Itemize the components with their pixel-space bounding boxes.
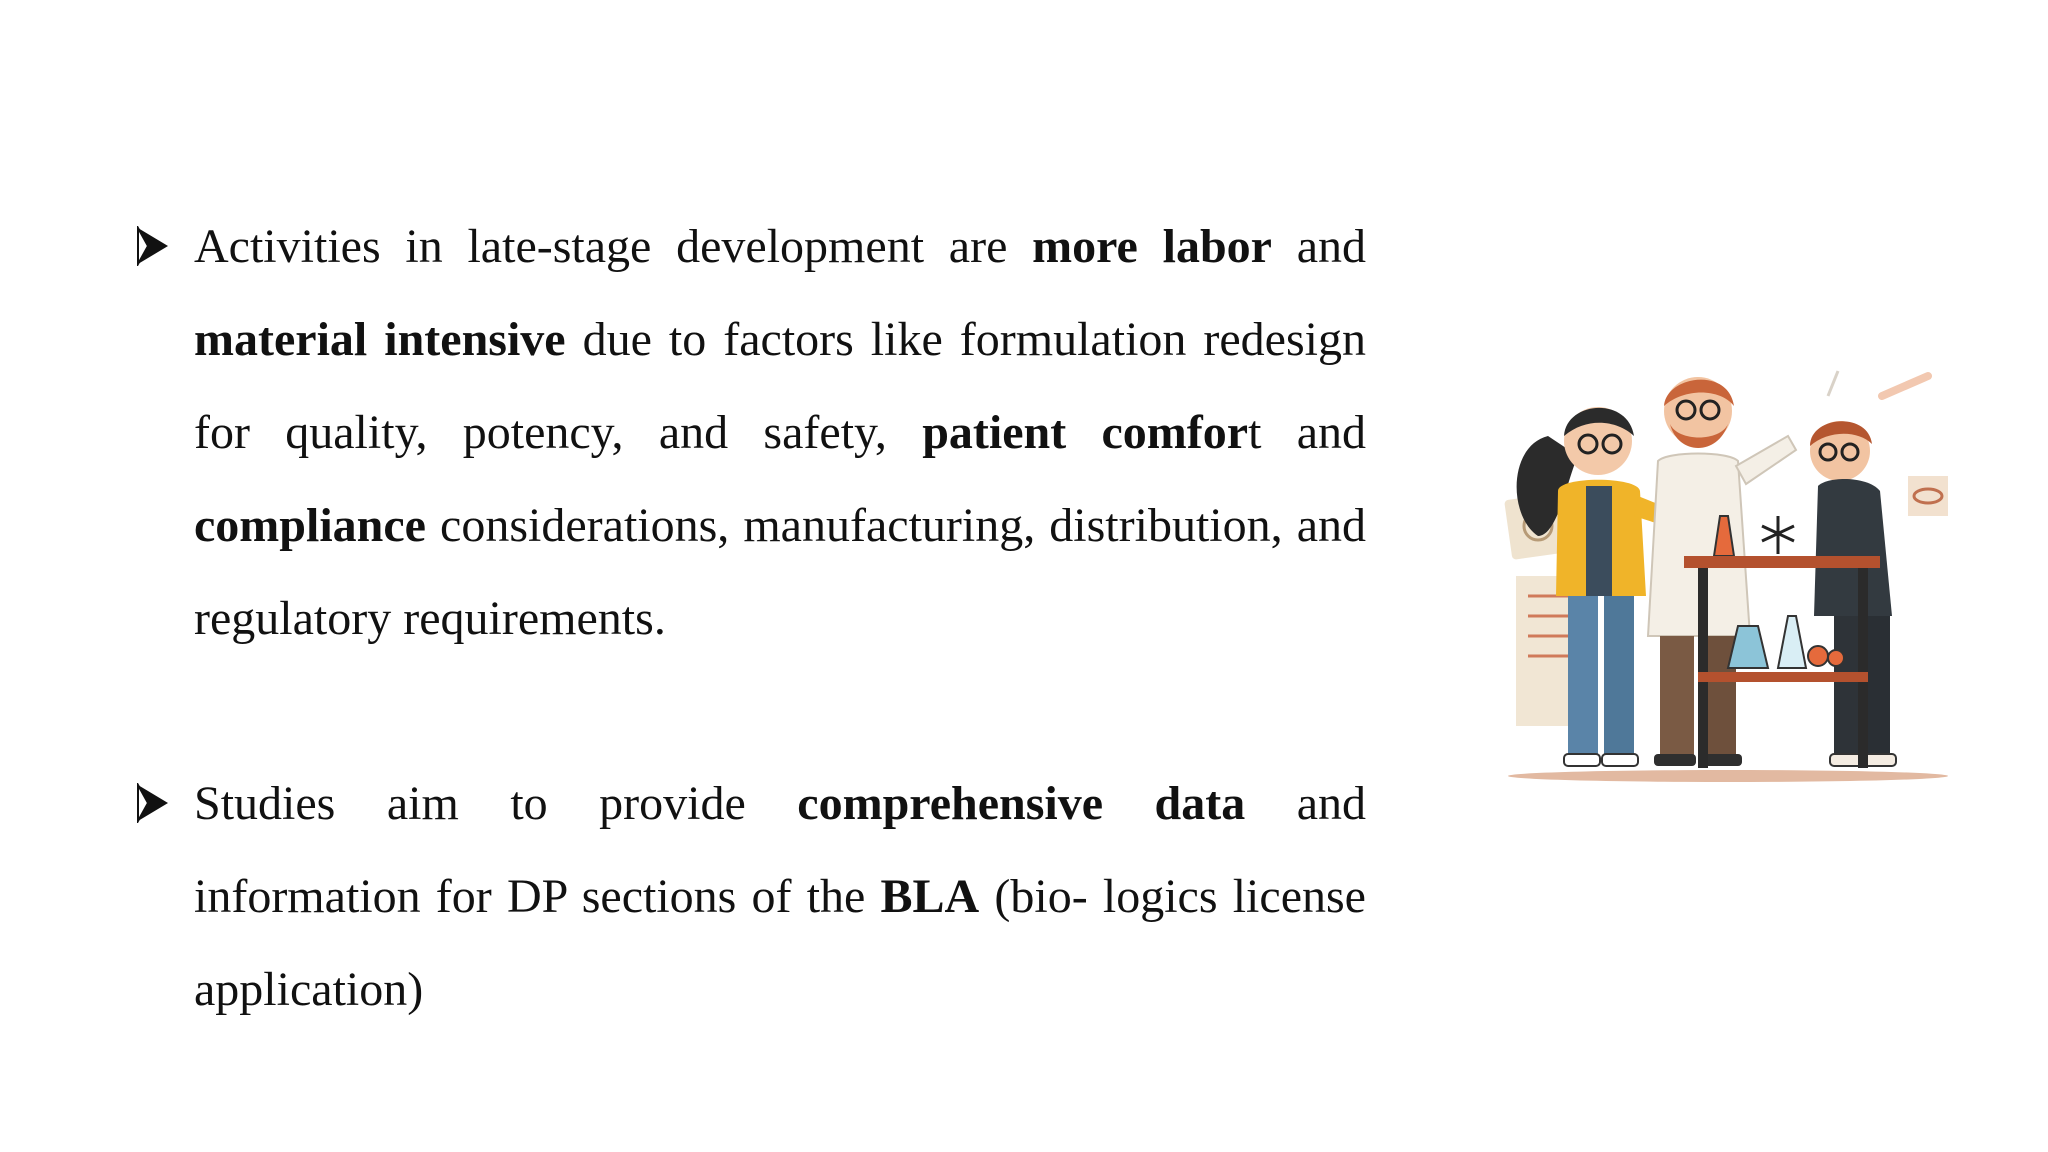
text-segment: considerations, manufacturing, distribution, and regulatory requirements.	[194, 499, 1366, 645]
bold-text-segment: compliance	[194, 499, 426, 552]
bullet-text	[194, 200, 1366, 665]
text-segment: and information for DP sections of the	[194, 777, 1367, 923]
text-segment: and	[1271, 220, 1366, 273]
bullet-item	[136, 200, 1366, 665]
text-segment: t and	[1248, 406, 1367, 459]
text-segment: (bio- logics license application)	[194, 870, 1366, 1016]
bold-text-segment: material intensive	[194, 313, 566, 366]
bold-text-segment: patient comfor	[922, 406, 1249, 459]
text-segment: Studies aim to provide	[194, 777, 798, 830]
arrowhead-bullet-icon	[136, 226, 170, 266]
text-segment: Activities in late-stage development are	[194, 220, 1033, 273]
bullet-text	[194, 757, 1366, 1036]
bullet-list	[136, 200, 1366, 1036]
text-segment: due to factors like formulation redesign for quality, potency, and safety,	[194, 313, 1367, 459]
bold-text-segment: comprehensive data	[797, 777, 1246, 830]
bullet-item	[136, 757, 1366, 1036]
bold-text-segment: BLA	[880, 870, 980, 923]
arrowhead-bullet-icon	[136, 783, 170, 823]
bold-text-segment: more labor	[1032, 220, 1272, 273]
scientists-lab-illustration	[1488, 366, 1948, 796]
